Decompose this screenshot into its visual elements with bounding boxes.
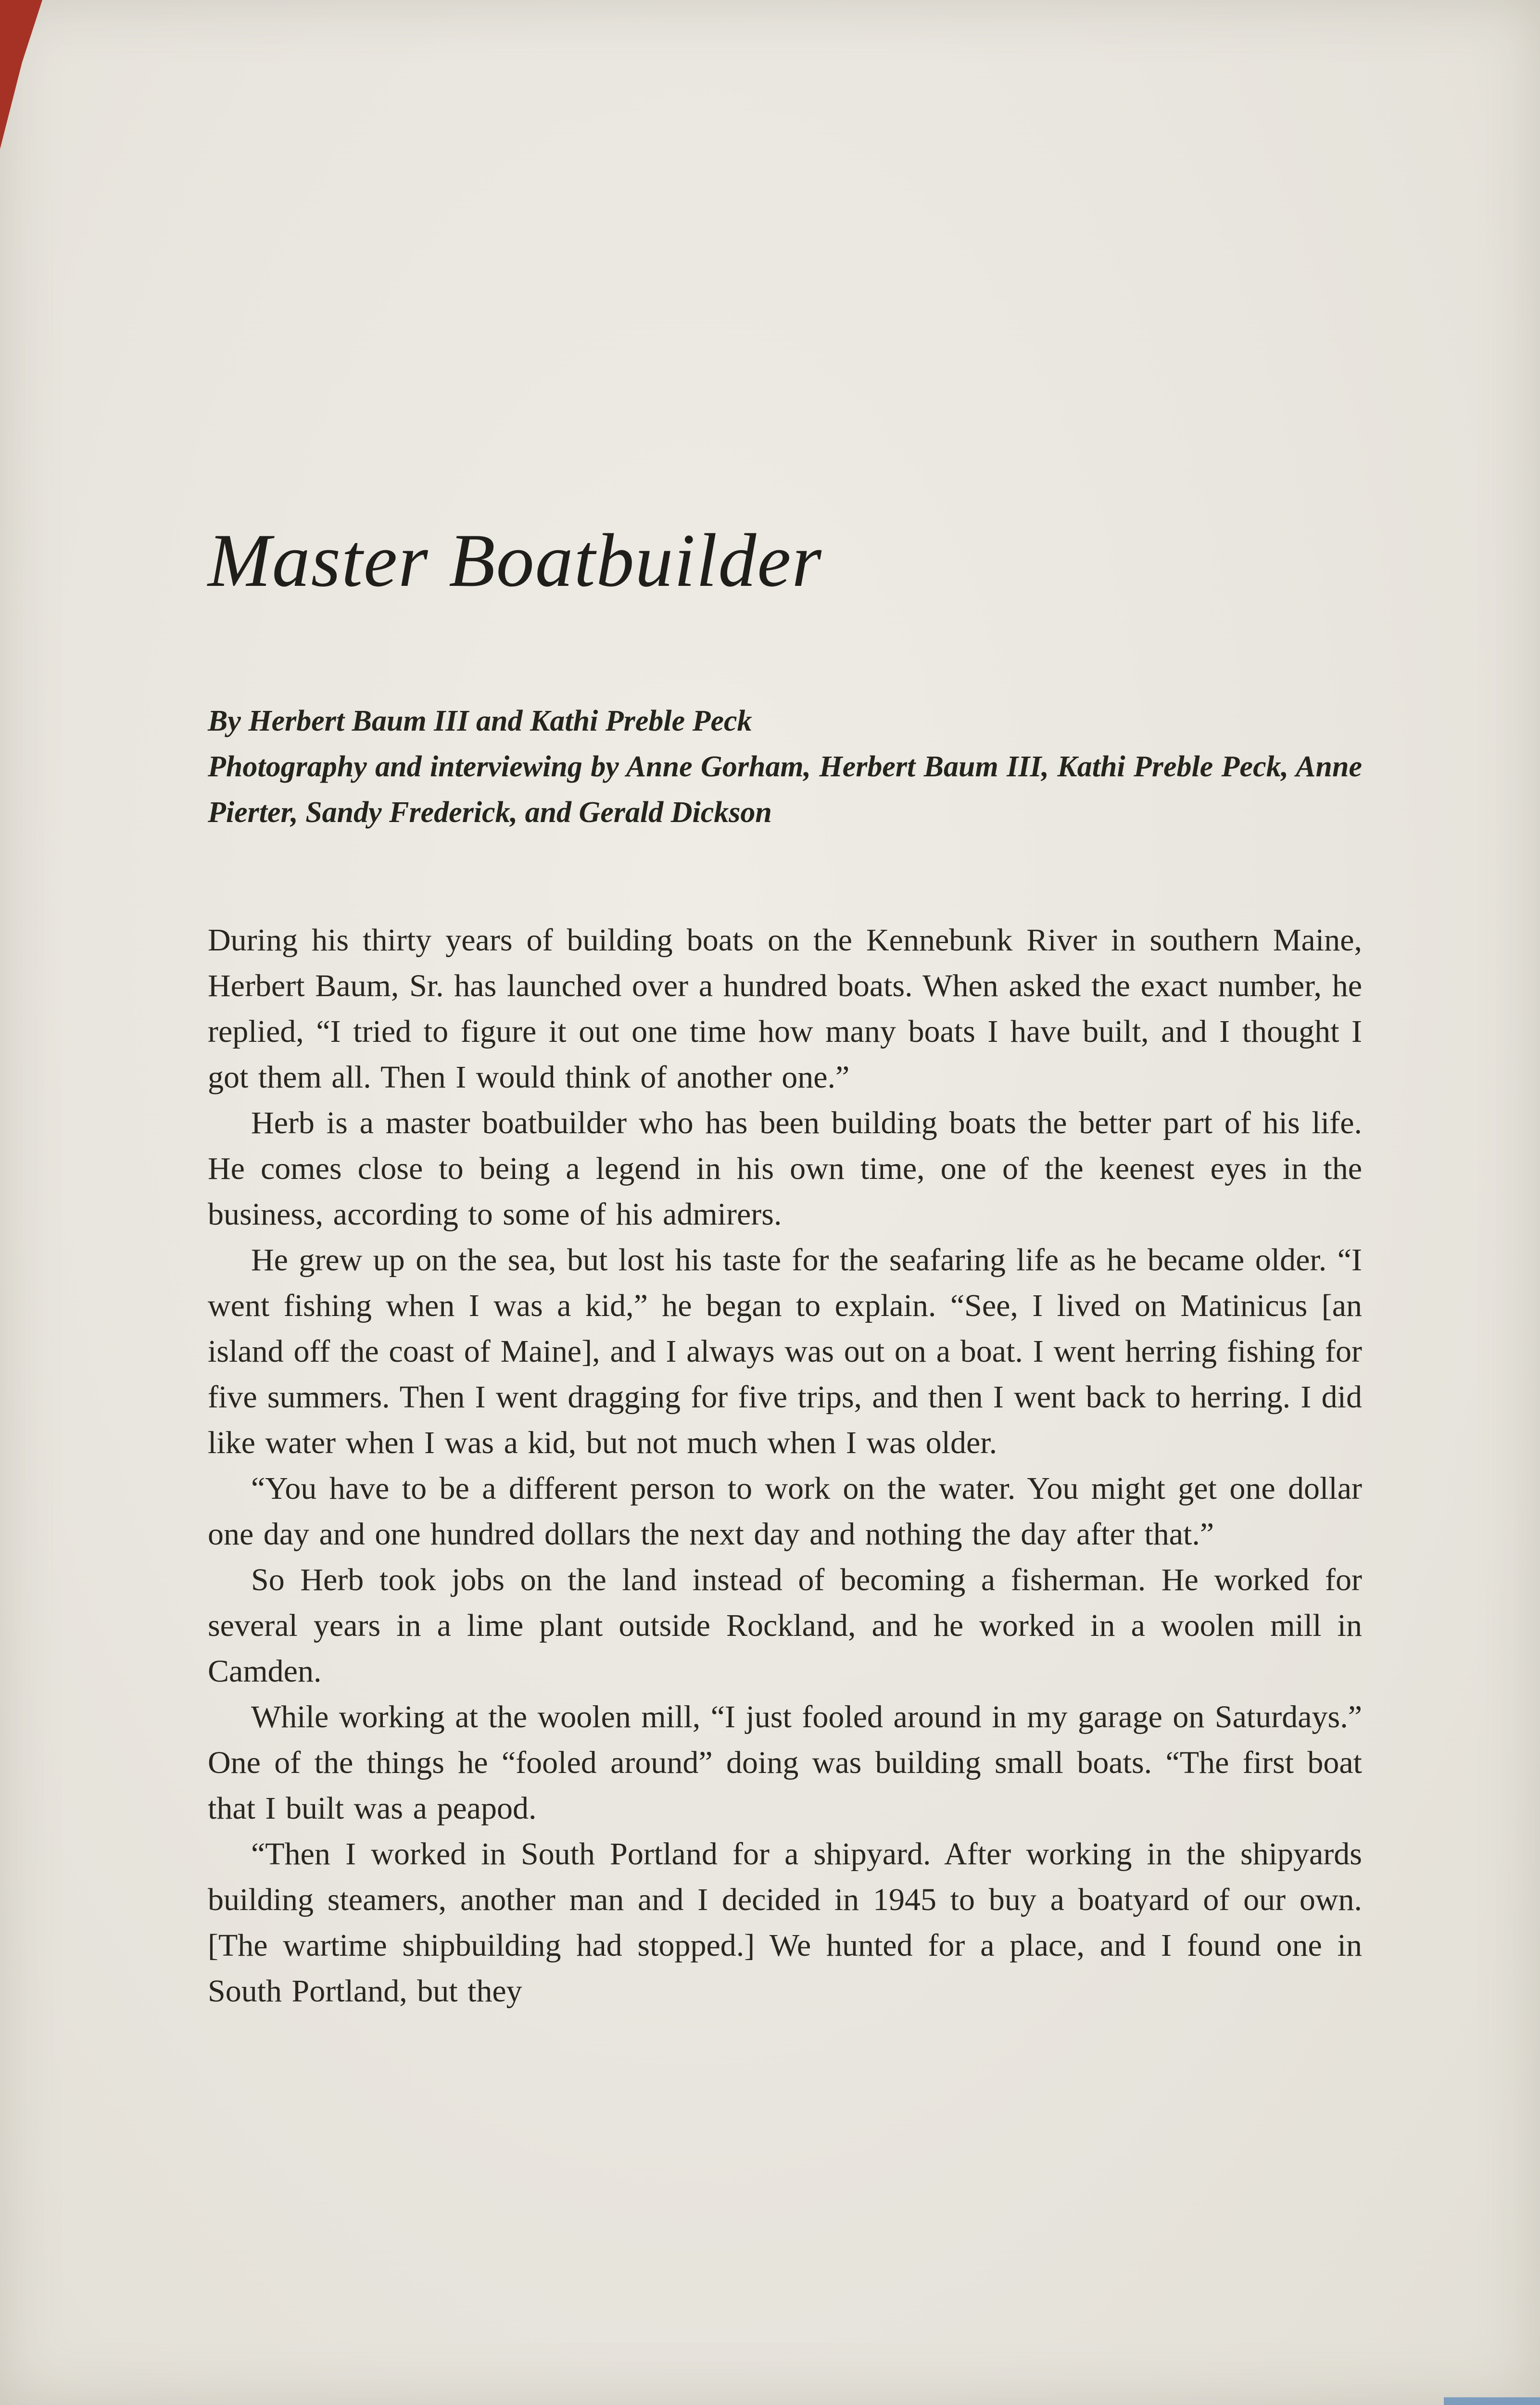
paragraph: During his thirty years of building boats on the Kennebunk River in southern Maine, Herbert Baum, Sr. has launched over a hundred boats. When asked the exact number, he replied, “I tried to figure it out one time how many boats I have built, and I thought I got them all. Then I would think of another one.” — [208, 923, 1362, 1095]
byline-credits: Photography and interviewing by Anne Gorham, Herbert Baum III, Kathi Preble Peck, Anne Pierter, Sandy Frederick, and Gerald Dickson — [208, 750, 1362, 829]
page-title: Master Boatbuilder — [208, 519, 822, 603]
paragraph: “Then I worked in South Portland for a shipyard. After working in the shipyards building steamers, another man and I decided in 1945 to buy a boatyard of our own. [The wartime shipbuilding had stopped.] We hunted for a place, and I found one in South Portland, but they — [208, 1836, 1362, 2009]
page-content — [208, 517, 1362, 2014]
paragraph: He grew up on the sea, but lost his taste for the seafaring life as he became older. “I went fishing when I was a kid,” he began to explain. “See, I lived on Matinicus [an island off the coast of Maine], and I always was out on a boat. I went herring fishing for five summers. Then I went dragging for five trips, and then I went back to herring. I did like water when I was a kid, but not much when I was older. — [208, 1242, 1362, 1460]
paragraph: Herb is a master boatbuilder who has been building boats the better part of his life. He comes close to being a legend in his own time, one of the keenest eyes in the business, according to some of his admirers. — [208, 1105, 1362, 1232]
paragraph: So Herb took jobs on the land instead of becoming a fisherman. He worked for several years in a lime plant outside Rockland, and he worked in a woolen mill in Camden. — [208, 1562, 1362, 1689]
article-body — [208, 917, 1362, 2014]
scan-artifact-red-corner — [0, 0, 42, 149]
byline-authors: By Herbert Baum III and Kathi Preble Peck — [208, 705, 752, 737]
scan-artifact-blue-edge — [1444, 2397, 1540, 2405]
paragraph: “You have to be a different person to work on the water. You might get one dollar one day and one hundred dollars the next day and nothing the day after that.” — [208, 1471, 1362, 1552]
byline — [208, 698, 1362, 835]
paragraph: While working at the woolen mill, “I just fooled around in my garage on Saturdays.” One of the things he “fooled around” doing was building small boats. “The first boat that I built was a peapod. — [208, 1699, 1362, 1826]
